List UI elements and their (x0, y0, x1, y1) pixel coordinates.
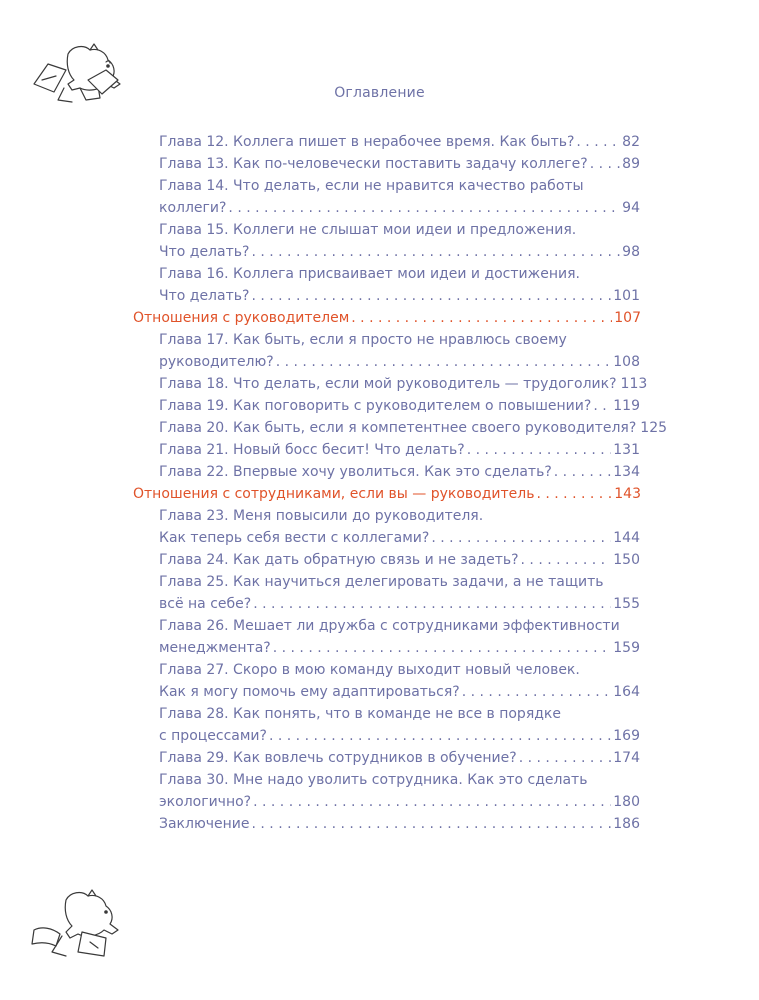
toc-page-number: 89 (622, 156, 640, 172)
toc-line (0, 175, 640, 197)
toc-entry[interactable] (0, 395, 759, 417)
toc-line (0, 527, 640, 549)
toc-entry-title: Как я могу помочь ему адаптироваться? (159, 684, 460, 700)
toc-line (0, 505, 640, 527)
toc-entry[interactable] (0, 373, 759, 395)
toc-page-number: 143 (614, 486, 641, 502)
toc-entry-title: Глава 18. Что делать, если мой руководитель — трудоголик? (159, 376, 617, 392)
toc-section[interactable] (0, 483, 759, 505)
toc-page-number: 150 (613, 552, 640, 568)
toc-entry[interactable] (0, 461, 759, 483)
toc-line (0, 131, 640, 153)
toc-page-number: 159 (613, 640, 640, 656)
toc-entry-title: Что делать? (159, 244, 250, 260)
toc-entry-title: менеджмента? (159, 640, 271, 656)
toc-entry-title: руководителю? (159, 354, 274, 370)
toc-entry-title: Глава 17. Как быть, если я просто не нравлюсь своему (159, 332, 567, 348)
toc-entry-title: Отношения с сотрудниками, если вы — руководитель (133, 486, 535, 502)
toc-entry-title: Глава 12. Коллега пишет в нерабочее время. Как быть? (159, 134, 575, 150)
toc-entry-title: Глава 16. Коллега присваивает мои идеи и достижения. (159, 266, 580, 282)
toc-line (0, 461, 640, 483)
toc-line (0, 307, 641, 329)
toc-entry[interactable] (0, 153, 759, 175)
toc-line (0, 395, 640, 417)
toc-entry-title: Глава 25. Как научиться делегировать задачи, а не тащить (159, 574, 604, 590)
dot-leader (251, 285, 611, 307)
toc-line (0, 747, 640, 769)
toc-line (0, 571, 640, 593)
toc-entry[interactable] (0, 615, 759, 659)
toc-entry-title: Глава 30. Мне надо уволить сотрудника. Как это сделать (159, 772, 588, 788)
dot-leader (276, 351, 612, 373)
dot-leader (351, 307, 612, 329)
toc-page-number: 113 (620, 376, 648, 392)
toc-entry[interactable] (0, 505, 759, 549)
toc-line (0, 769, 640, 791)
toc-entry-title: Глава 23. Меня повысили до руководителя. (159, 508, 484, 524)
toc-page-number: 186 (613, 816, 640, 832)
toc-entry-title: Глава 22. Впервые хочу уволиться. Как это сделать? (159, 464, 552, 480)
toc-line (0, 615, 640, 637)
toc-entry-title: Глава 19. Как поговорить с руководителем о повышении? (159, 398, 592, 414)
dot-leader (431, 527, 611, 549)
toc-entry[interactable] (0, 219, 759, 263)
toc-line (0, 637, 640, 659)
dot-leader (521, 549, 612, 571)
toc-entry-title: Как теперь себя вести с коллегами? (159, 530, 430, 546)
toc-page-number: 164 (613, 684, 640, 700)
table-of-contents (0, 131, 759, 835)
toc-line (0, 263, 640, 285)
toc-entry[interactable] (0, 549, 759, 571)
toc-entry[interactable] (0, 813, 759, 835)
toc-entry[interactable] (0, 329, 759, 373)
toc-entry[interactable] (0, 769, 759, 813)
dot-leader (590, 153, 620, 175)
toc-page-number: 155 (613, 596, 640, 612)
toc-entry-title: Глава 28. Как понять, что в команде не все в порядке (159, 706, 561, 722)
toc-entry-title: Глава 20. Как быть, если я компетентнее своего руководителя? (159, 420, 637, 436)
toc-entry-title: Заключение (159, 816, 250, 832)
toc-entry[interactable] (0, 263, 759, 307)
dot-leader (536, 483, 612, 505)
toc-line (0, 681, 640, 703)
toc-line (0, 417, 668, 439)
toc-line (0, 351, 640, 373)
dot-leader (462, 681, 612, 703)
toc-line (0, 549, 640, 571)
toc-line (0, 197, 640, 219)
toc-line (0, 219, 640, 241)
toc-line (0, 153, 640, 175)
toc-page-number: 125 (640, 420, 668, 436)
toc-entry-title: коллеги? (159, 200, 227, 216)
toc-entry[interactable] (0, 703, 759, 747)
dot-leader (576, 131, 620, 153)
toc-page-number: 94 (622, 200, 640, 216)
toc-entry[interactable] (0, 439, 759, 461)
dot-leader (251, 241, 620, 263)
toc-entry-title: Глава 27. Скоро в мою команду выходит новый человек. (159, 662, 580, 678)
toc-entry-title: Глава 13. Как по-человечески поставить задачу коллеге? (159, 156, 588, 172)
dot-leader (253, 593, 611, 615)
toc-page-number: 98 (622, 244, 640, 260)
toc-page-number: 131 (613, 442, 640, 458)
dot-leader (554, 461, 612, 483)
toc-line (0, 483, 641, 505)
toc-entry[interactable] (0, 131, 759, 153)
toc-entry-title: с процессами? (159, 728, 267, 744)
toc-line (0, 439, 640, 461)
bear-illustration-icon (26, 886, 126, 962)
toc-entry-title: Отношения с руководителем (133, 310, 350, 326)
dot-leader (593, 395, 611, 417)
toc-line (0, 241, 640, 263)
toc-line (0, 659, 640, 681)
toc-page-number: 180 (613, 794, 640, 810)
toc-page-number: 119 (613, 398, 640, 414)
toc-page-number: 108 (613, 354, 640, 370)
toc-line (0, 329, 640, 351)
toc-line (0, 813, 640, 835)
toc-entry-title: Что делать? (159, 288, 250, 304)
toc-entry[interactable] (0, 747, 759, 769)
toc-page-number: 107 (614, 310, 641, 326)
toc-page-number: 174 (613, 750, 640, 766)
toc-entry[interactable] (0, 417, 759, 439)
toc-entry-title: Глава 14. Что делать, если не нравится качество работы (159, 178, 584, 194)
toc-entry-title: всё на себе? (159, 596, 252, 612)
toc-entry-title: экологично? (159, 794, 252, 810)
toc-entry-title: Глава 15. Коллеги не слышат мои идеи и предложения. (159, 222, 577, 238)
toc-entry[interactable] (0, 659, 759, 703)
toc-page-number: 82 (622, 134, 640, 150)
dot-leader (228, 197, 620, 219)
toc-line (0, 725, 640, 747)
toc-line (0, 791, 640, 813)
dot-leader (273, 637, 612, 659)
toc-page-number: 134 (613, 464, 640, 480)
toc-page-number: 169 (613, 728, 640, 744)
toc-entry-title: Глава 24. Как дать обратную связь и не задеть? (159, 552, 519, 568)
dot-leader (253, 791, 611, 813)
toc-line (0, 703, 640, 725)
dot-leader (467, 439, 612, 461)
toc-entry-title: Глава 29. Как вовлечь сотрудников в обучение? (159, 750, 517, 766)
toc-entry-title: Глава 21. Новый босс бесит! Что делать? (159, 442, 465, 458)
toc-entry[interactable] (0, 175, 759, 219)
toc-line (0, 285, 640, 307)
dot-leader (252, 813, 612, 835)
dot-leader (269, 725, 611, 747)
toc-line (0, 373, 648, 395)
dot-leader (519, 747, 612, 769)
bear-illustration-icon (28, 40, 128, 112)
toc-entry-title: Глава 26. Мешает ли дружба с сотрудниками эффективности (159, 618, 620, 634)
page-title: Оглавление (334, 85, 425, 101)
toc-entry[interactable] (0, 571, 759, 615)
toc-line (0, 593, 640, 615)
toc-section[interactable] (0, 307, 759, 329)
toc-page-number: 144 (613, 530, 640, 546)
toc-page-number: 101 (613, 288, 640, 304)
